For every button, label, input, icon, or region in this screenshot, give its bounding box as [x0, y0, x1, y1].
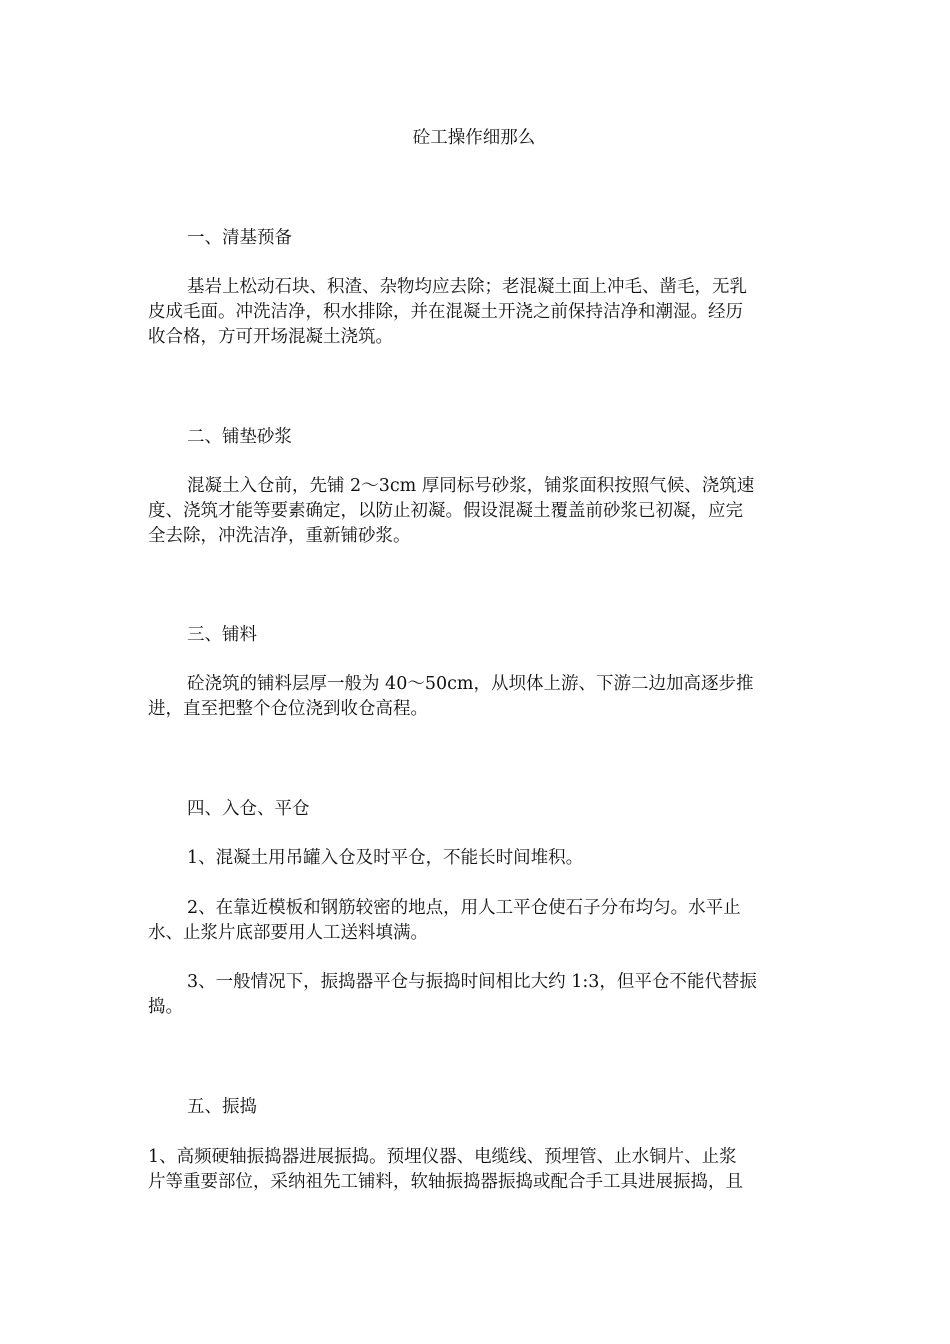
section-heading-3: 三、铺料: [187, 625, 257, 645]
list-item: 2、在靠近模板和钢筋较密的地点，用人工平仓使石子分布均匀。水平止: [187, 898, 741, 918]
paragraph-line: 收合格，方可开场混凝土浇筑。: [148, 327, 393, 347]
paragraph-line: 皮成毛面。冲洗洁净，积水排除，并在混凝土开浇之前保持洁净和潮湿。经历: [148, 302, 743, 322]
section-heading-4: 四、入仓、平仓: [187, 799, 310, 819]
list-item: 1、混凝土用吊罐入仓及时平仓，不能长时间堆积。: [187, 848, 584, 868]
paragraph-line: 混凝土入仓前，先铺 2～3cm 厚同标号砂浆，铺浆面积按照气候、浇筑速: [187, 476, 755, 496]
document-title: 砼工操作细那么: [412, 128, 536, 148]
paragraph-line: 度、浇筑才能等要素确定，以防止初凝。假设混凝土覆盖前砂浆已初凝，应完: [148, 501, 743, 521]
paragraph-line: 砼浇筑的铺料层厚一般为 40～50cm，从坝体上游、下游二边加高逐步推: [187, 674, 754, 694]
section-heading-5: 五、振捣: [187, 1097, 257, 1117]
list-item: 3、一般情况下，振捣器平仓与振捣时间相比大约 1:3，但平仓不能代替振: [187, 972, 757, 992]
section-heading-1: 一、清基预备: [187, 228, 292, 248]
paragraph-line: 基岩上松动石块、积渣、杂物均应去除；老混凝土面上冲毛、凿毛，无乳: [187, 277, 747, 297]
section-heading-2: 二、铺垫砂浆: [187, 427, 292, 447]
paragraph-line: 全去除，冲洗洁净，重新铺砂浆。: [148, 526, 411, 546]
list-item: 1、高频硬轴振捣器进展振捣。预埋仪器、电缆线、预埋管、止水铜片、止浆: [148, 1147, 737, 1167]
paragraph-line: 进，直至把整个仓位浇到收仓高程。: [148, 699, 428, 719]
paragraph-line: 水、止浆片底部要用人工送料填满。: [148, 923, 428, 943]
paragraph-line: 捣。: [148, 997, 183, 1017]
paragraph-line: 片等重要部位，采纳祖先工铺料，软轴振捣器振捣或配合手工具进展振捣，且: [148, 1172, 743, 1192]
